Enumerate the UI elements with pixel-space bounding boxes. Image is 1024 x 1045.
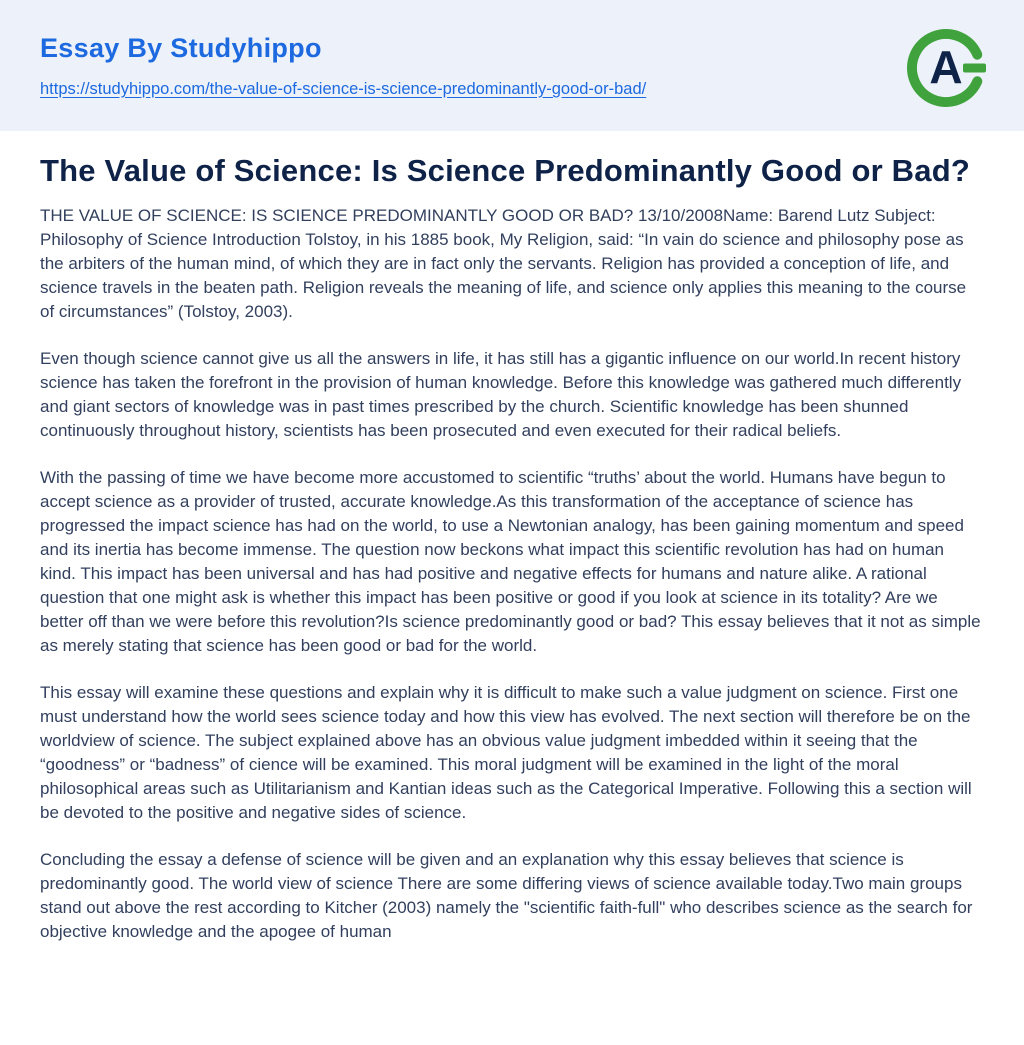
source-url-link[interactable]: https://studyhippo.com/the-value-of-science-is-science-predominantly-good-or-bad/ bbox=[40, 79, 647, 98]
site-title: Essay By Studyhippo bbox=[40, 33, 322, 63]
studyhippo-logo-icon bbox=[906, 28, 986, 108]
essay-paragraph-4: This essay will examine these questions and explain why it is difficult to make such a value judgment on science. First one must understand how the world sees science today and how this view has evolved. The next section will therefore be on the worldview of science. The subject explained above has an obvious value judgment imbedded within it seeing that the “goodness” or “badness” of cience will be examined. This moral judgment will be examined in the light of the moral philosophical areas such as Utilitarianism and Kantian ideas such as the Categorical Imperative. Following this a section will be devoted to the positive and negative sides of science. bbox=[40, 683, 972, 823]
essay-paragraph-1: THE VALUE OF SCIENCE: IS SCIENCE PREDOMINANTLY GOOD OR BAD? 13/10/2008Name: Barend Lutz Subject: Philosophy of Science Introduction Tolstoy, in his 1885 book, My Religion, said: “In vain do science and philosophy pose as the arbiters of the human mind, of which they are in fact only the servants. Religion has provided a conception of life, and science travels in the beaten path. Religion reveals the meaning of life, and science only applies this meaning to the course of circumstances” (Tolstoy, 2003). bbox=[40, 206, 967, 322]
essay-paragraph-2: Even though science cannot give us all the answers in life, it has still has a gigantic influence on our world.In recent history science has taken the forefront in the provision of human knowledge. Before this knowledge was gathered much differently and giant sectors of knowledge was in past times prescribed by the church. Scientific knowledge has been shunned continuously throughout history, scientists has been prosecuted and even executed for their radical beliefs. bbox=[40, 349, 962, 441]
header-text-block bbox=[40, 26, 646, 99]
essay-paragraph-5: Concluding the essay a defense of science will be given and an explanation why this essay believes that science is predominantly good. The world view of science There are some differing views of science available today.Two main groups stand out above the rest according to Kitcher (2003) namely the "scientific faith-full" who describes science as the search for objective knowledge and the apogee of human bbox=[40, 850, 973, 942]
essay-article bbox=[0, 131, 1024, 984]
site-header bbox=[0, 0, 1024, 131]
logo-letter: A bbox=[929, 41, 963, 93]
essay-title: The Value of Science: Is Science Predominantly Good or Bad? bbox=[40, 153, 970, 188]
essay-paragraph-3: With the passing of time we have become more accustomed to scientific “truths’ about the world. Humans have begun to accept science as a provider of trusted, accurate knowledge.As this transformation of the acceptance of science has progressed the impact science has had on the world, to use a Newtonian analogy, has been gaining momentum and speed and its inertia has become immense. The question now beckons what impact this scientific revolution has had on human kind. This impact has been universal and has had positive and negative effects for humans and nature alike. A rational question that one might ask is whether this impact has been positive or good if you look at science in its totality? Are we better off than we were before this revolution?Is science predominantly good or bad? This essay believes that it not as simple as merely stating that science has been good or bad for the world. bbox=[40, 468, 981, 656]
